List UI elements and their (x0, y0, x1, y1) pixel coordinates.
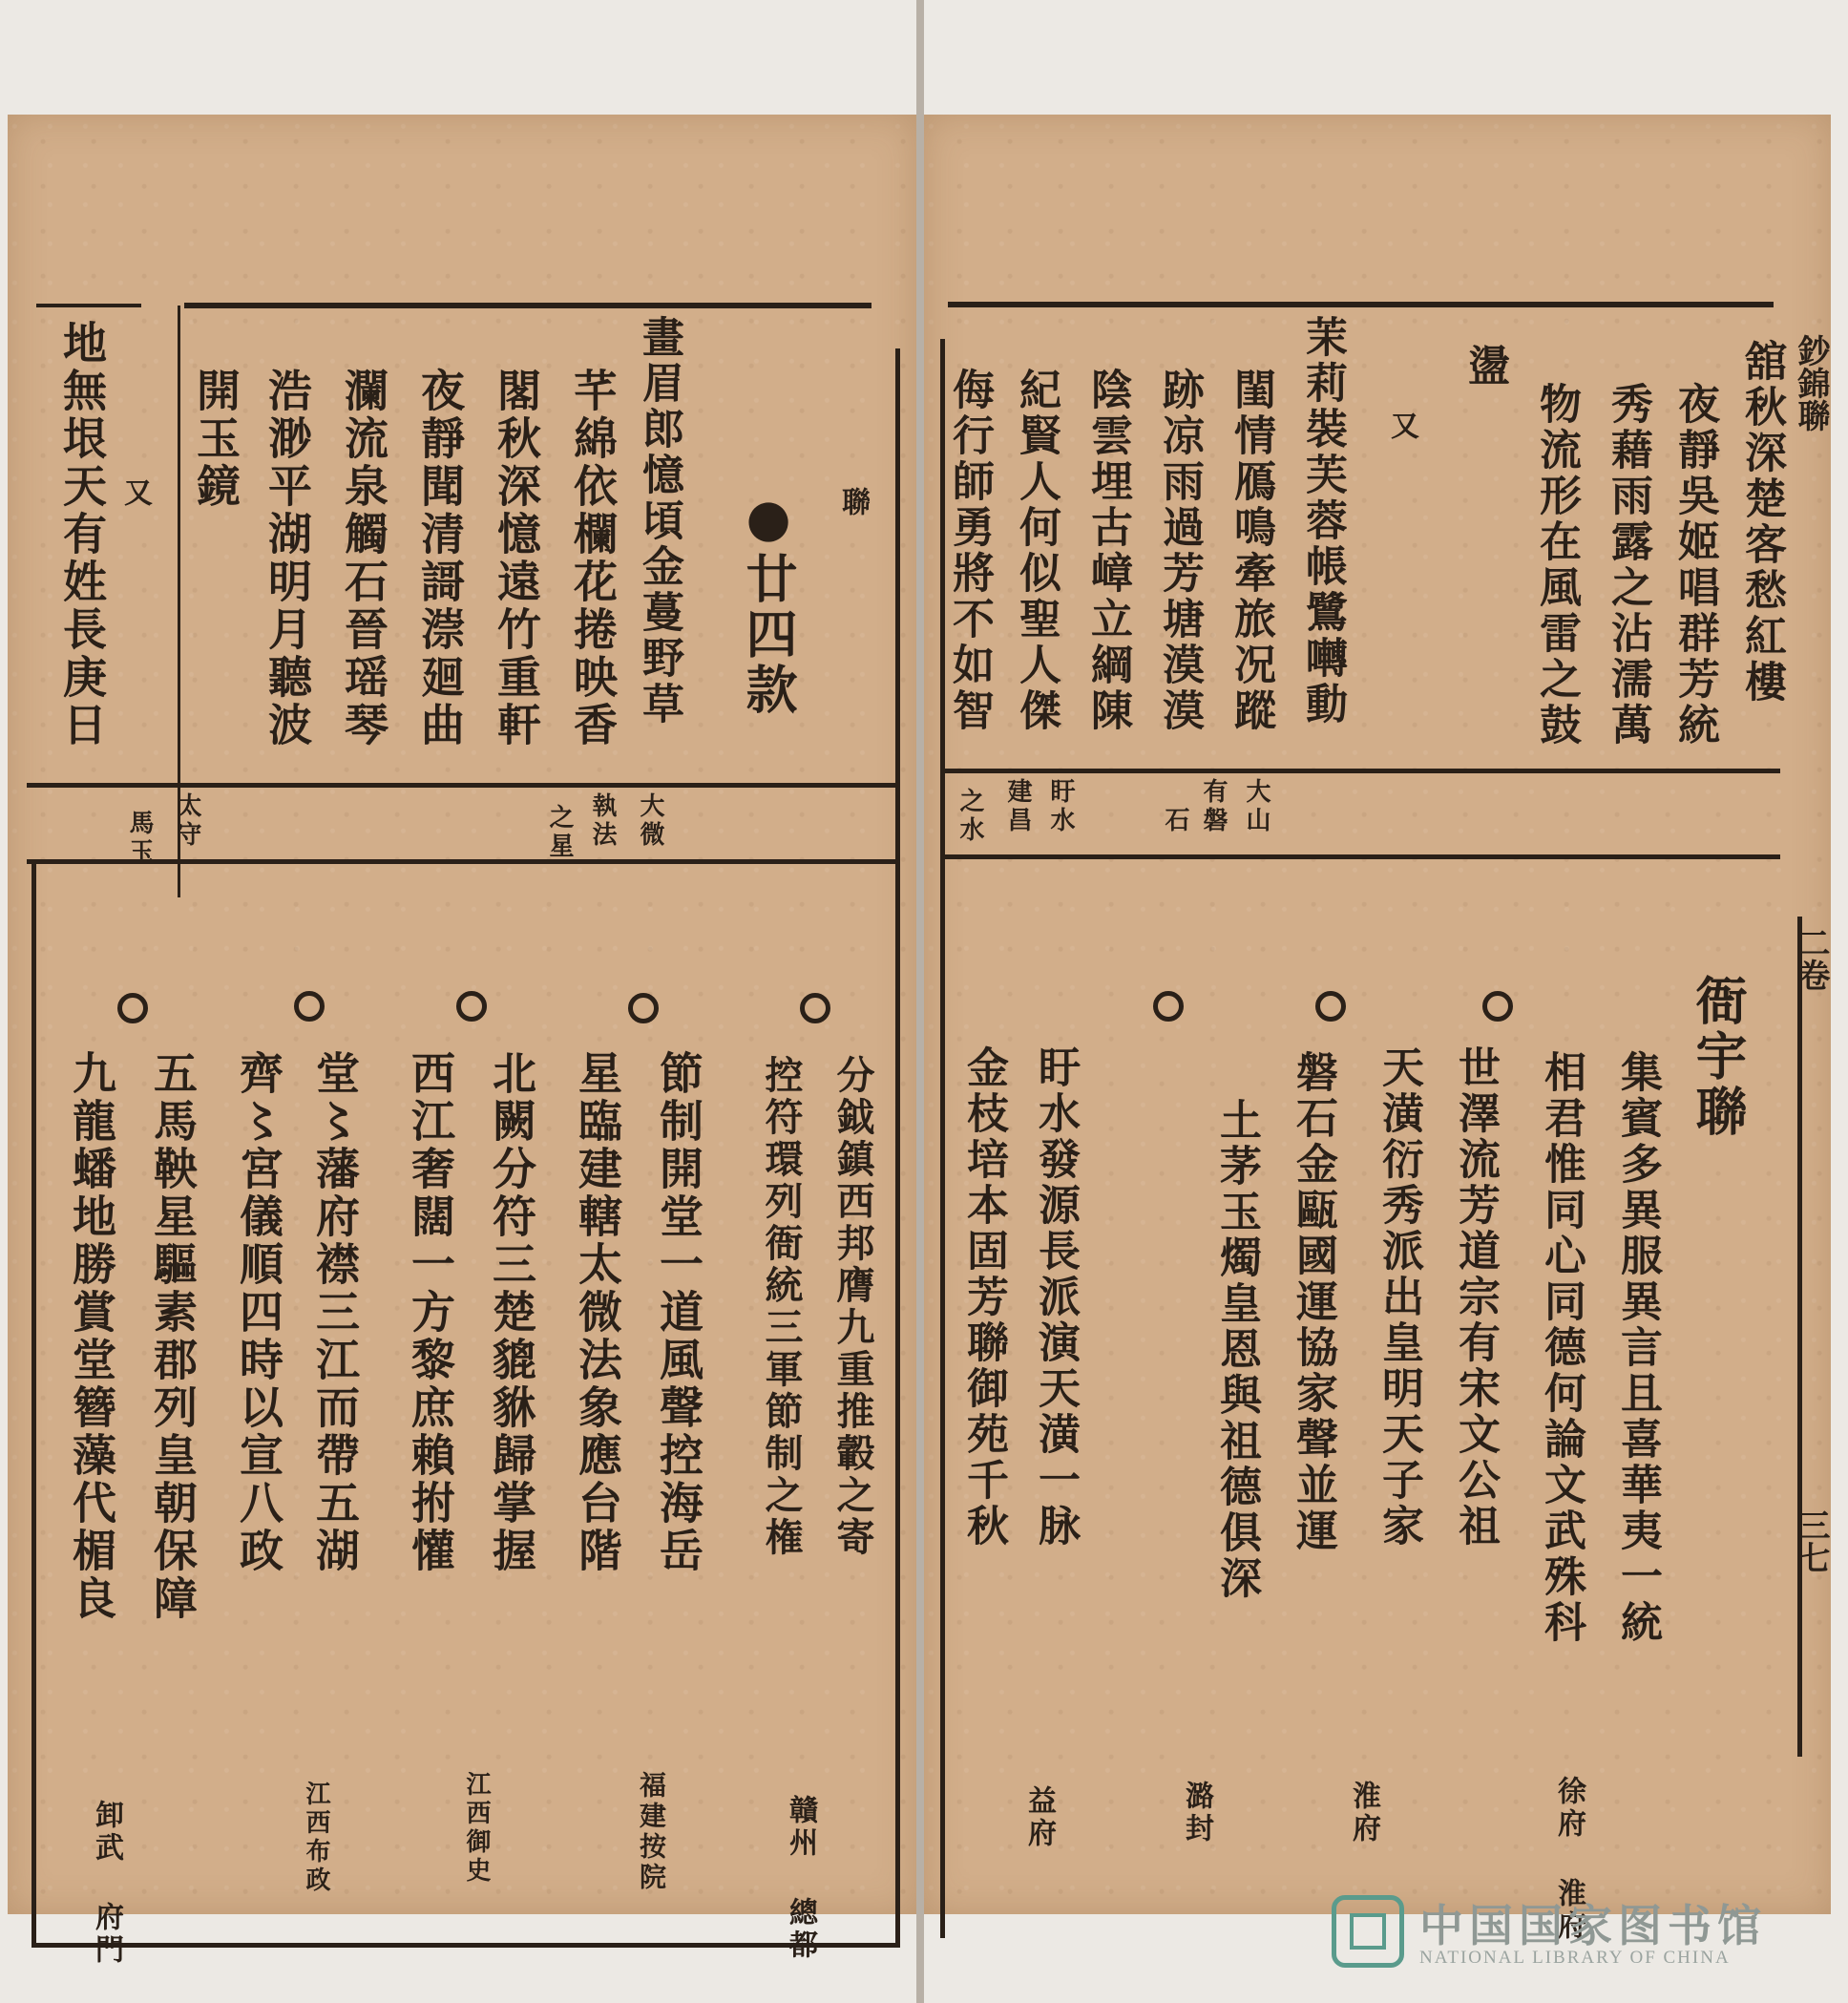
circle-mark (1153, 991, 1184, 1022)
lower-column-4: 天潢衍秀派出皇明天子家 (1375, 1045, 1423, 1550)
lower-column-6: 土茅玉燭皇恩與祖德俱深 (1212, 1098, 1261, 1602)
lower-column-3: 世澤流芳道宗有宋文公祖 (1451, 1045, 1500, 1550)
note-4: 盱水 (1046, 778, 1075, 835)
lower-note-1: 卸武 府門 (90, 1800, 123, 1967)
section-number: ●廿四款 (738, 487, 799, 718)
library-watermark (1332, 1895, 1828, 1981)
lower-column-2: 五馬鞅星驅素郡列皇朝保障 (147, 1050, 199, 1623)
lower-note-4: 福建按院 (636, 1771, 667, 1893)
edge-top-rule (36, 304, 141, 307)
lower-right-rule (1797, 917, 1802, 1757)
edge-page-number: 三七 (1792, 1508, 1830, 1573)
edge-juan: 二卷 (1792, 926, 1830, 991)
upper-column-1: 開玉鏡 (190, 368, 242, 511)
circle-mark (1315, 991, 1346, 1022)
note-5: 建昌 (1003, 778, 1032, 835)
library-logo-icon (1332, 1895, 1404, 1968)
upper-column-5: 閣秋深憶遠竹重軒 (491, 368, 542, 749)
notes-bottom-rule (940, 854, 1780, 859)
note-5: 大微 (636, 792, 664, 850)
note-1: 太守 (173, 792, 201, 850)
heading-mark: 聯 (836, 487, 870, 519)
upper-column-4: 夜靜聞清謌漴廻曲 (414, 368, 466, 749)
lower-column-3: 齊〻宮儀順四時以宣八政 (233, 1050, 284, 1575)
note-3: 石 (1161, 807, 1189, 835)
lower-left-rule (940, 859, 945, 1938)
upper-column-7: 畫眉郎憶頃金蔓野草 (635, 315, 683, 727)
upper-column-6: 芊綿依欄花捲映香 (567, 368, 619, 749)
note-4: 執法 (588, 792, 617, 850)
lower-column-8: 金枝培本固芳聯御苑千秋 (959, 1045, 1008, 1550)
lower-column-7: 盱水發源長派演天潢一脉 (1031, 1045, 1080, 1550)
circle-mark (117, 993, 148, 1023)
lower-note-5: 贛州 總都 (784, 1795, 817, 1962)
lower-note-3: 江西御史 (462, 1771, 491, 1886)
note-2: 有磐 (1199, 778, 1228, 835)
circle-mark (456, 991, 487, 1022)
upper-column-10: 陰雲埋古嶂立綱陳 (1083, 368, 1132, 734)
lower-column-9: 控符環列衙統三軍節制之権 (759, 1055, 804, 1559)
upper-column-4: 物流形在風雷之鼓 (1532, 382, 1581, 748)
edge-title: 鈔錦聯 (1792, 334, 1830, 432)
circle-mark (294, 991, 325, 1022)
lower-column-4: 堂〻藩府襟三江而帶五湖 (309, 1050, 361, 1575)
left-page (8, 115, 916, 1967)
note-3: 之星 (545, 804, 574, 861)
circle-mark (1482, 991, 1513, 1022)
upper-column-2: 夜靜吳姬唱群芳統 (1670, 382, 1719, 748)
note-2: 馬玉 (125, 810, 154, 867)
upper-column-2: 浩渺平湖明月聽波 (262, 368, 313, 749)
watermark-chinese: 中国国家图书馆 (1419, 1900, 1767, 1951)
upper-column-3: 瀾流泉觸石晉瑶琴 (338, 368, 389, 749)
upper-column-1: 舘秋深楚客愁紅樓 (1737, 339, 1786, 706)
notes-top-rule (27, 783, 900, 788)
upper-top-rule (948, 302, 1774, 307)
lower-note-2: 淮府 (1347, 1781, 1380, 1845)
lower-column-6: 北闕分符三楚貔貅歸掌握 (486, 1050, 537, 1575)
notes-top-rule (940, 769, 1780, 773)
lower-column-8: 節制開堂一道風聲控海岳 (653, 1050, 704, 1575)
note-1: 大山 (1242, 778, 1270, 835)
note-6: 之水 (956, 788, 984, 845)
circle-mark (628, 993, 659, 1023)
upper-top-rule (184, 303, 872, 308)
lower-note-3: 潞封 (1180, 1781, 1213, 1845)
lower-note-4: 益府 (1022, 1785, 1056, 1850)
watermark-english: NATIONAL LIBRARY OF CHINA (1419, 1948, 1731, 1968)
lower-note-1: 徐府 淮府 (1552, 1776, 1586, 1943)
upper-column-6: 又 (1385, 411, 1418, 443)
upper-column-7: 茉莉裝芙蓉帳鷺囀動 (1298, 315, 1347, 727)
edge-you-mark: 又 (118, 477, 152, 510)
edge-column: 地無垠天有姓長庚日 (56, 320, 108, 749)
upper-column-3: 秀藉雨露之沾濡萬 (1604, 382, 1652, 748)
lower-column-2: 相君惟同心同德何論文武殊科 (1537, 1050, 1586, 1646)
upper-column-12: 侮行師勇將不如智 (945, 368, 994, 734)
lower-column-5: 西江奢闊一方黎庶賴拊懽 (405, 1050, 456, 1575)
book-gutter (916, 0, 924, 2003)
lower-column-5: 磐石金甌國運協家聲並運 (1289, 1050, 1337, 1554)
upper-right-rule (895, 348, 900, 902)
lower-note-2: 江西布政 (302, 1781, 330, 1895)
upper-column-11: 紀賢人何似聖人傑 (1012, 368, 1060, 734)
upper-column-9: 跡凉雨過芳塘漠漠 (1155, 368, 1204, 734)
lower-column-7: 星臨建轄太微法象應台階 (572, 1050, 623, 1575)
upper-column-5: 盪 (1460, 344, 1509, 390)
section-title: 衙宇聯 (1688, 974, 1749, 1140)
lower-column-1: 九龍蟠地勝賞堂簪藻代楣良 (66, 1050, 117, 1623)
lower-column-10: 分鉞鎮西邦膺九重推轂之寄 (830, 1055, 875, 1559)
upper-column-8: 閨情鴈鳴牽旅况蹤 (1227, 368, 1275, 734)
circle-mark (800, 993, 830, 1023)
lower-column-1: 集賓多異服異言且喜華夷一統 (1613, 1050, 1662, 1646)
